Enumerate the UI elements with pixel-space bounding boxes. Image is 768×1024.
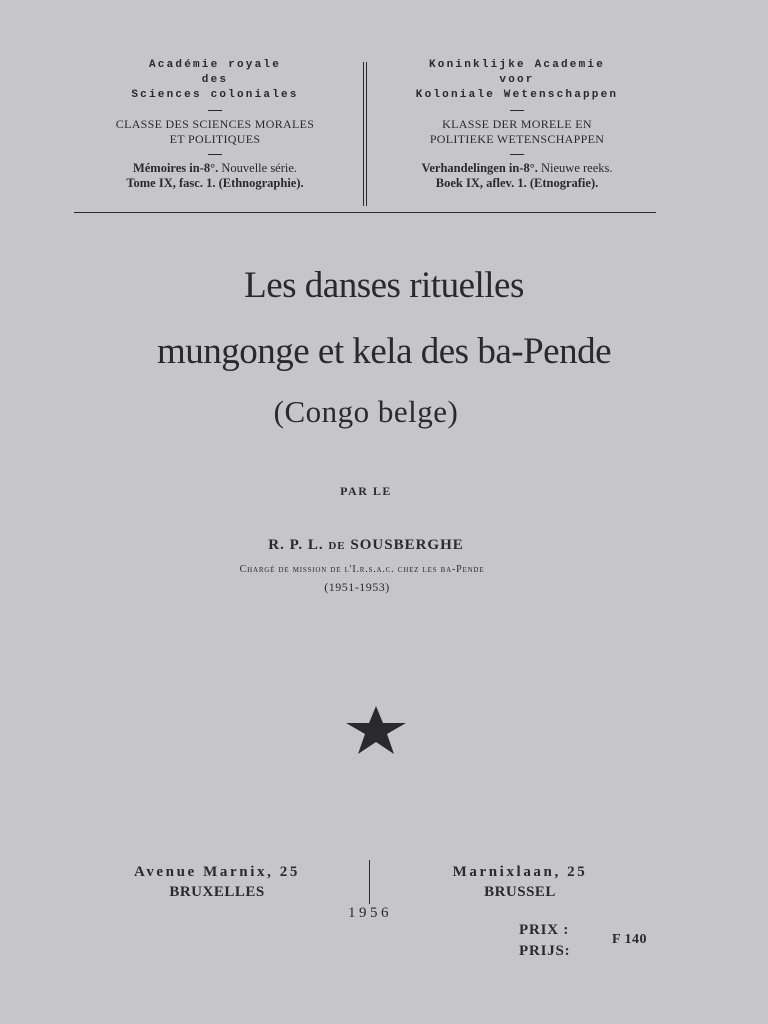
header-dash (510, 110, 524, 111)
footer-vertical-divider (369, 860, 370, 904)
header-french (70, 58, 360, 191)
academy-name-nl-2: voor (499, 74, 535, 86)
class-name-fr-1: CLASSE DES SCIENCES MORALES (115, 117, 315, 131)
header-vertical-divider (363, 62, 367, 206)
series-nl-bold: Verhandelingen in-8°. (421, 161, 538, 175)
title-line-2: mungonge et kela des ba-Pende (156, 331, 612, 372)
academy-name-nl-1: Koninklijke Academie (428, 59, 606, 71)
price-label-fr: PRIX : (519, 922, 570, 938)
author-mission: Chargé de mission de l'I.r.s.a.c. chez les ba-Pende (239, 564, 485, 575)
price-value: F 140 (612, 932, 648, 947)
address-nl-city: BRUSSEL (484, 884, 556, 900)
header-dutch (372, 58, 662, 191)
author-prefix: R. P. L. (268, 537, 329, 553)
author-particle: DE (328, 540, 346, 552)
class-name-nl-2: POLITIEKE WETENSCHAPPEN (429, 132, 605, 146)
header-dash (208, 110, 222, 111)
price-labels (519, 920, 570, 962)
series-nl (372, 161, 662, 176)
address-fr (92, 862, 342, 902)
tome-nl: Boek IX, aflev. 1. (Etnografie). (435, 176, 599, 190)
academy-name-fr-2: des (201, 74, 229, 86)
subtitle: (Congo belge) (273, 394, 459, 429)
address-fr-city: BRUXELLES (169, 884, 265, 900)
price-label-nl: PRIJS: (519, 943, 571, 959)
author-name: SOUSBERGHE (345, 537, 464, 553)
series-fr-bold: Mémoires in-8°. (132, 161, 219, 175)
star-icon (344, 704, 408, 756)
series-fr (70, 161, 360, 176)
class-name-nl-1: KLASSE DER MORELE EN (442, 117, 592, 131)
header-dash (208, 154, 222, 155)
series-fr-rest: Nouvelle série. (218, 161, 298, 175)
publication-year: 1956 (348, 905, 392, 921)
mission-years: (1951-1953) (324, 580, 390, 594)
address-nl-street: Marnixlaan, 25 (452, 864, 588, 880)
title-line-1: Les danses rituelles (244, 265, 524, 306)
academy-name-nl-3: Koloniale Wetenschappen (415, 89, 619, 101)
address-fr-street: Avenue Marnix, 25 (134, 864, 300, 880)
author (0, 537, 732, 554)
series-nl-rest: Nieuwe reeks. (537, 161, 613, 175)
header-dash (510, 154, 524, 155)
academy-name-fr-3: Sciences coloniales (131, 89, 299, 101)
tome-fr: Tome IX, fasc. 1. (Ethnographie). (126, 176, 304, 190)
academy-name-fr-1: Académie royale (148, 59, 282, 71)
address-nl (395, 862, 645, 902)
par-le: PAR LE (340, 484, 392, 498)
class-name-fr-2: ET POLITIQUES (169, 132, 261, 146)
header-horizontal-rule (74, 212, 656, 213)
